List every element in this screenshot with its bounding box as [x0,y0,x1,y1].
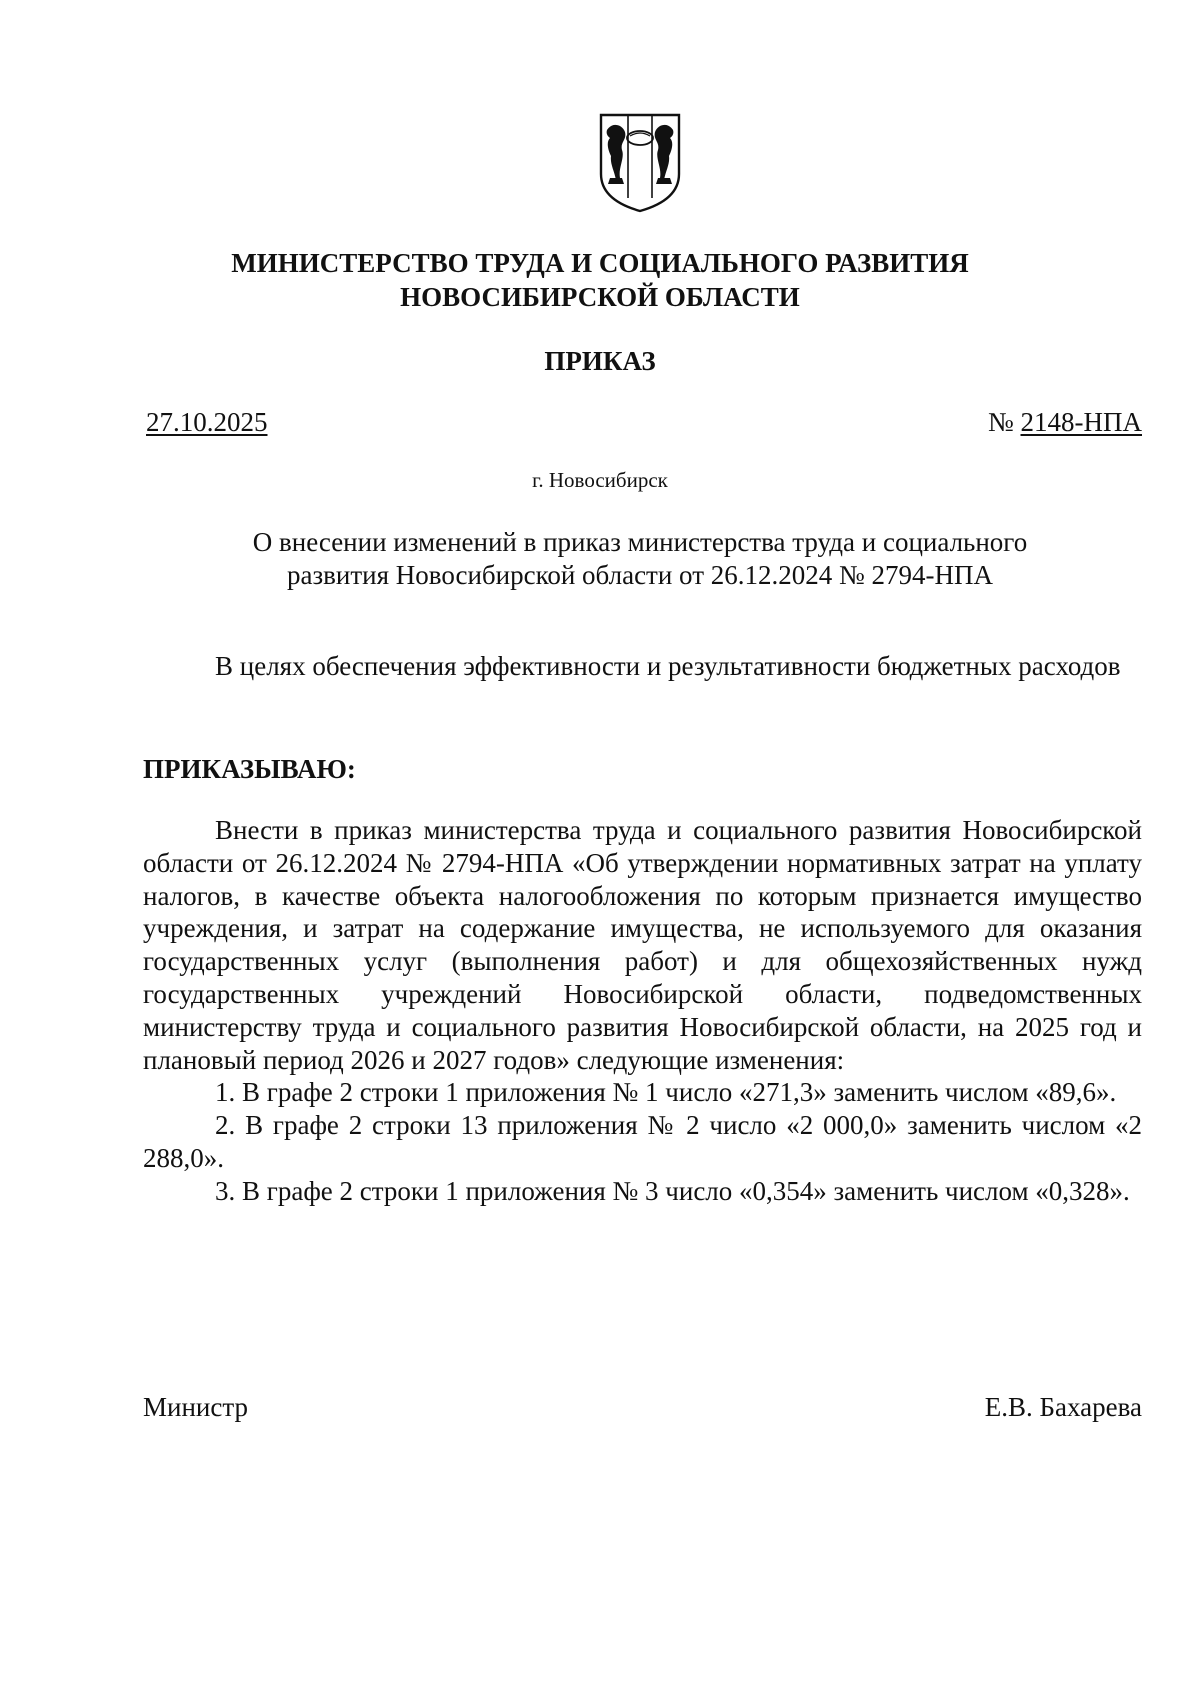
coat-of-arms-icon [598,112,682,214]
organization-name-line1: МИНИСТЕРСТВО ТРУДА И СОЦИАЛЬНОГО РАЗВИТИЯ [231,248,969,278]
document-date: 27.10.2025 [146,407,268,437]
organization-name-line2: НОВОСИБИРСКОЙ ОБЛАСТИ [400,282,800,312]
number-value: 2148-НПА [1020,407,1142,437]
number-prefix: № [987,407,1021,437]
main-body [143,814,1142,1208]
signer-name: Е.В. Бахарева [984,1392,1142,1422]
change-item: 1. В графе 2 строки 1 приложения № 1 число «271,3» заменить числом «89,6». [215,1077,1117,1108]
change-item: 3. В графе 2 строки 1 приложения № 3 число «0,354» заменить числом «0,328». [215,1175,1130,1206]
document-subject: О внесении изменений в приказ министерства труда и социального развития Новосибирской области от 26.12.2024 № 2794-НПА [252,527,1028,590]
preamble [143,650,1142,683]
preamble-text: В целях обеспечения эффективности и результативности бюджетных расходов [215,651,1121,681]
signer-title: Министр [143,1392,248,1422]
document-number [988,405,1142,439]
document-type-title: ПРИКАЗ [544,346,656,376]
directive-heading: ПРИКАЗЫВАЮ: [143,754,356,784]
main-paragraph: Внести в приказ министерства труда и социального развития Новосибирской области от 26.12.2024 № 2794-НПА «Об утверждении нормативных затрат на уплату налогов, в качестве объекта налогообложения по которым признается имущество учреждения, и затрат на содержание имущества, не используемого для оказания государственных услуг (выполнения работ) и для общехозяйственных нужд государственных учреждений Новосибирской области, подведомственных министерству труда и социального развития Новосибирской области, на 2025 год и плановый период 2026 и 2027 годов» следующие изменения: [143,815,1142,1075]
change-item: 2. В графе 2 строки 13 приложения № 2 число «2 000,0» заменить числом «2 288,0». [143,1110,1142,1173]
document-city: г. Новосибирск [532,468,668,492]
